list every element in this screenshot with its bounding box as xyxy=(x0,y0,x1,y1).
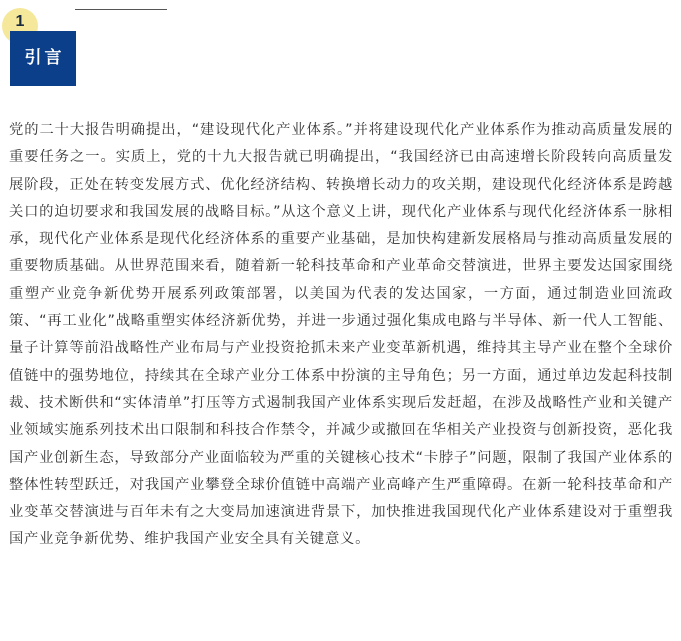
section-number: 1 xyxy=(15,13,25,30)
body-paragraph: 党的二十大报告明确提出，“建设现代化产业体系。”并将建设现代化产业体系作为推动高质量发展的重要任务之一。实质上，党的十九大报告就已明确提出，“我国经济已由高速增长阶段转向高质量发展阶段，正处在转变发展方式、优化经济结构、转换增长动力的攻关期，建设现代化经济体系是跨越关口的迫切要求和我国发展的战略目标。”从这个意义上讲，现代化产业体系与现代化经济体系一脉相承，现代化产业体系是现代化经济体系的重要产业基础，是加快构建新发展格局与推动高质量发展的重要物质基础。从世界范围来看，随着新一轮科技革命和产业革命交替演进，世界主要发达国家围绕重塑产业竞争新优势开展系列政策部署，以美国为代表的发达国家，一方面，通过制造业回流政策、“再工业化”战略重塑实体经济新优势，并进一步通过强化集成电路与半导体、新一代人工智能、量子计算等前沿战略性产业布局与产业投资抢抓未来产业变革新机遇，维持其主导产业在整个全球价值链中的强势地位，持续其在全球产业分工体系中扮演的主导角色；另一方面，通过单边发起科技制裁、技术断供和“实体清单”打压等方式遏制我国产业体系实现后发赶超，在涉及战略性产业和关键产业领域实施系列技术出口限制和科技合作禁令，并减少或撤回在华相关产业投资与创新投资，恶化我国产业创新生态，导致部分产业面临较为严重的关键核心技术“卡脖子”问题，限制了我国产业体系的整体性转型跃迁，对我国产业攀登全球价值链中高端产业高峰产生严重障碍。在新一轮科技革命和产业变革交替演进与百年未有之大变局加速演进背景下，加快推进我国现代化产业体系建设对于重塑我国产业竞争新优势、维护我国产业安全具有关键意义。 xyxy=(9,122,673,548)
section-header xyxy=(0,0,681,90)
section-title: 引言 xyxy=(24,48,65,68)
header-divider-line xyxy=(75,9,167,10)
section-title-box xyxy=(10,31,76,86)
